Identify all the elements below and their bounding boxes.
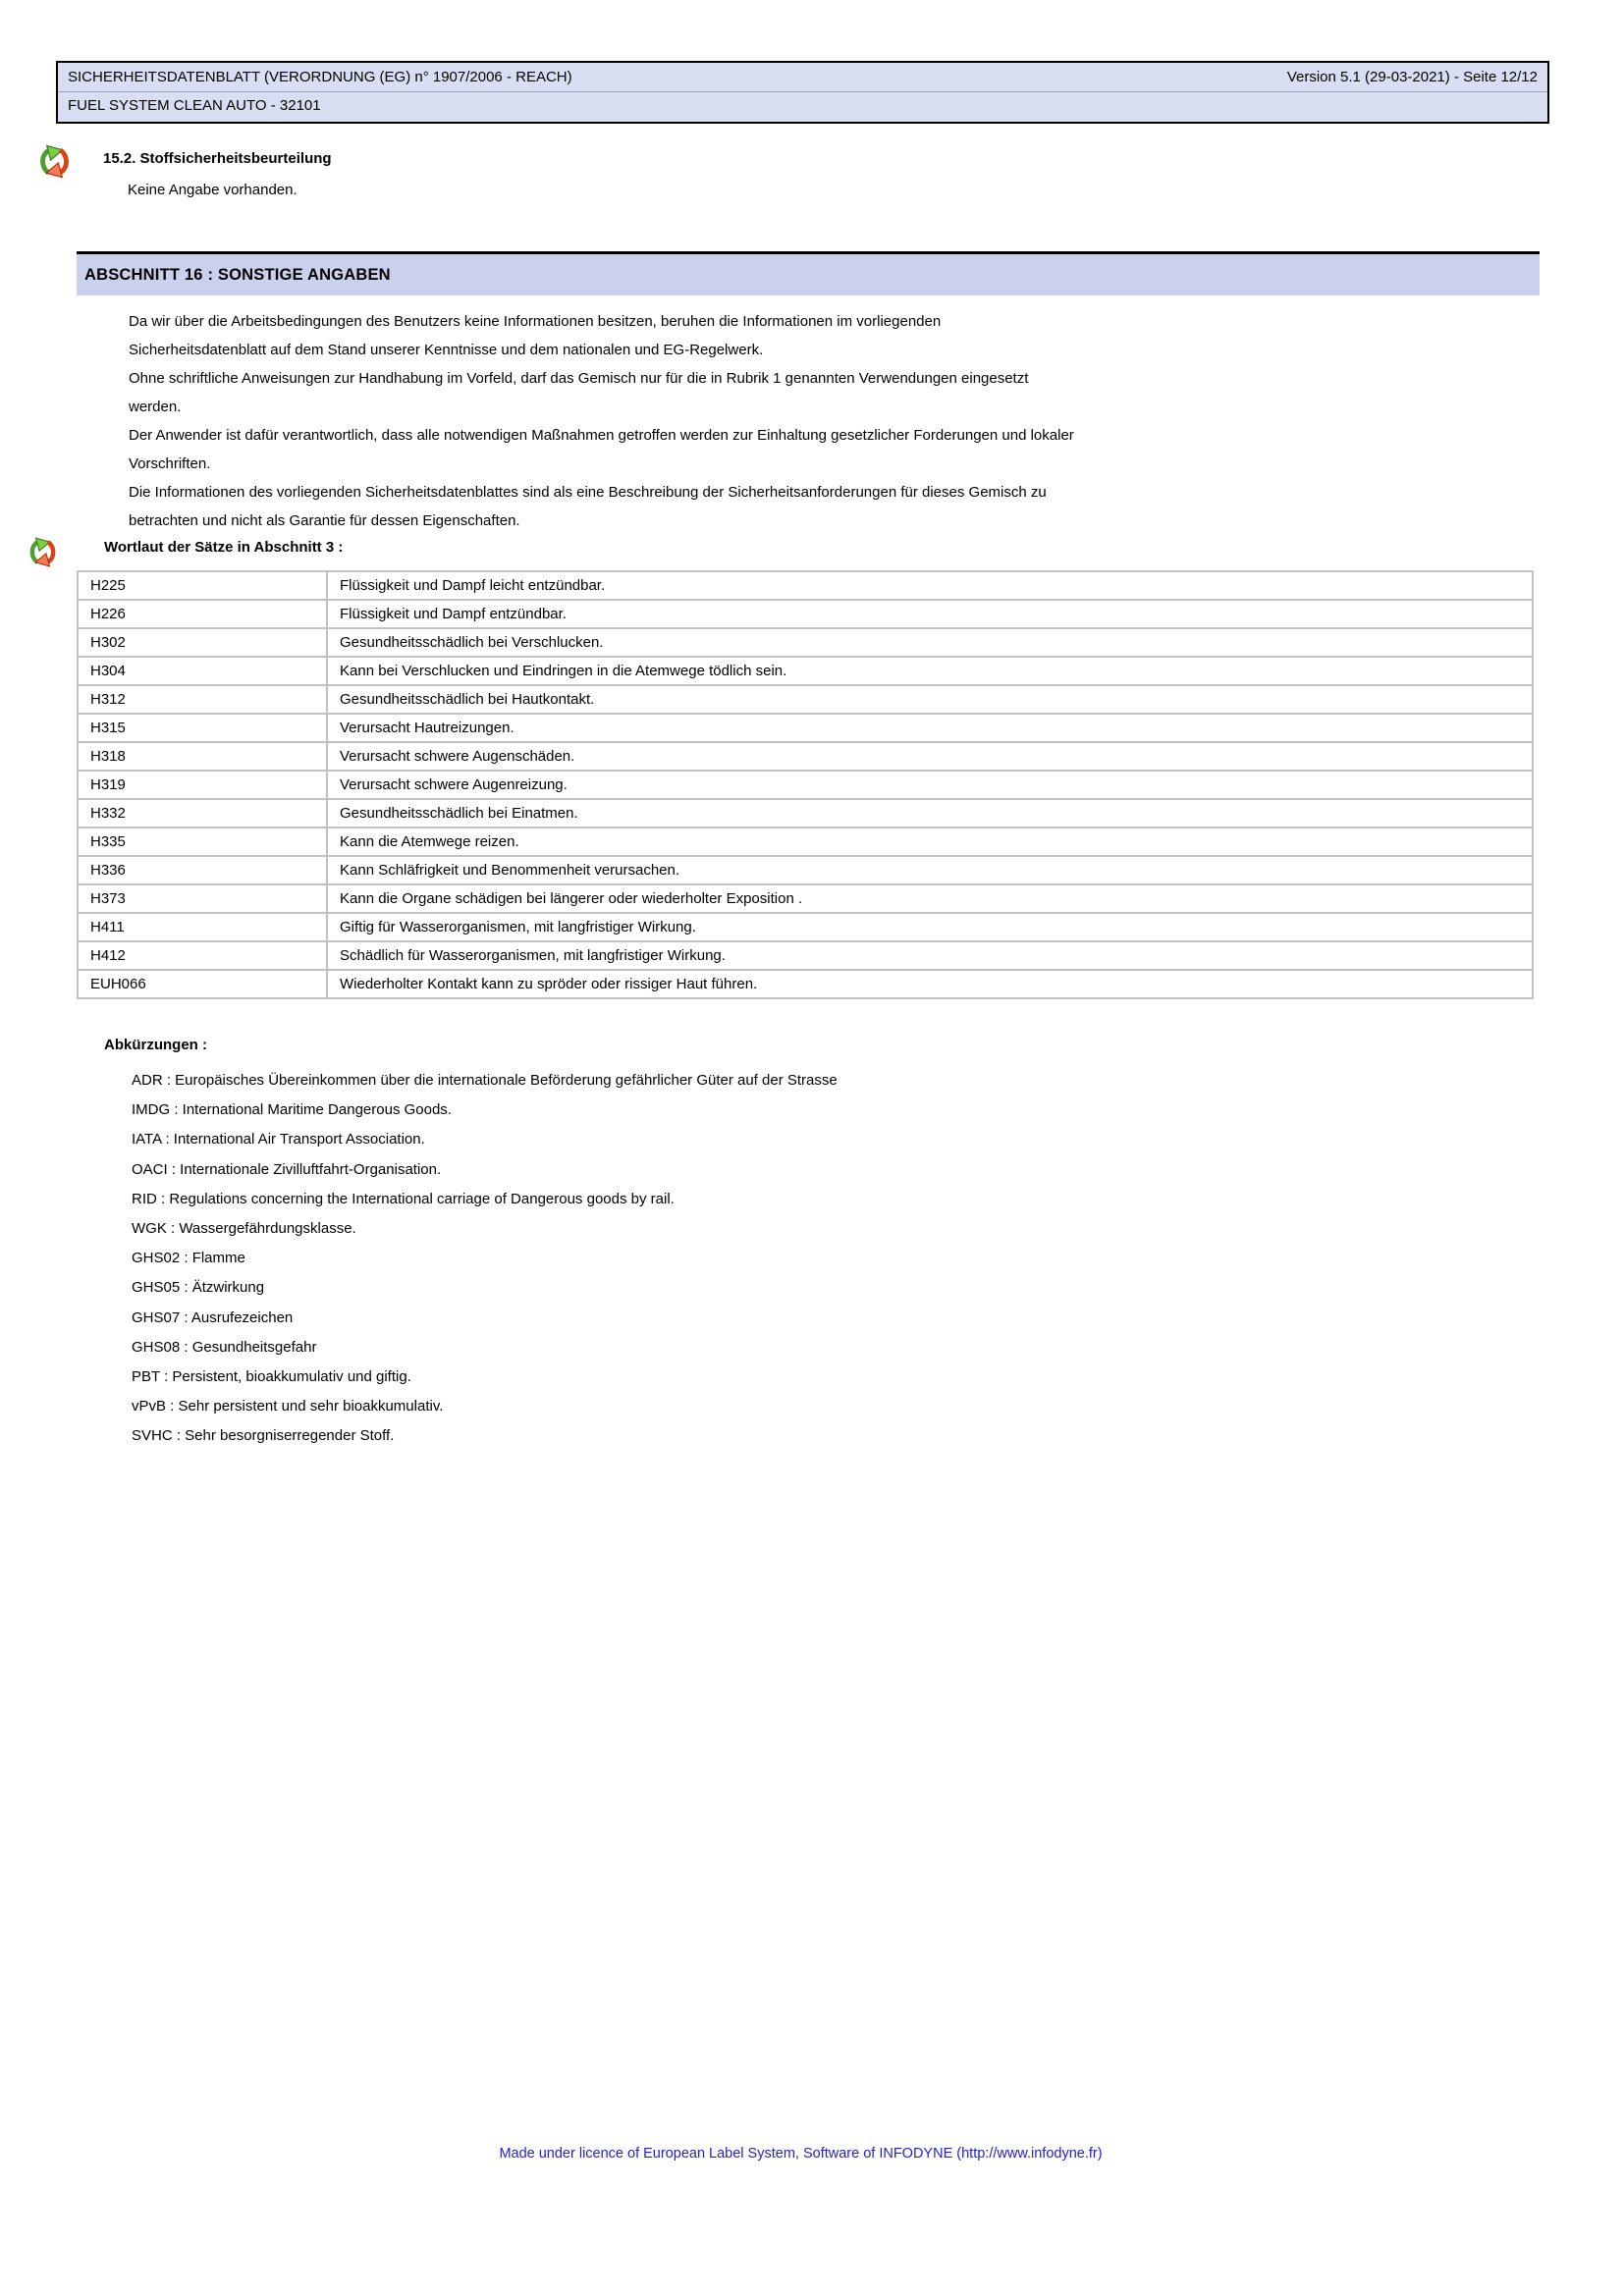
section-16-heading-bar [77, 251, 1540, 295]
list-item: GHS08 : Gesundheitsgefahr [132, 1338, 317, 1356]
phrase-text: Wiederholter Kontakt kann zu spröder oder rissiger Haut führen. [327, 970, 1533, 998]
phrase-code: H302 [78, 628, 327, 657]
list-item: IATA : International Air Transport Association. [132, 1131, 425, 1148]
abbreviations-list [132, 1066, 838, 1452]
phrase-code: H335 [78, 828, 327, 856]
phrase-code: H226 [78, 600, 327, 628]
paragraph-line: Der Anwender ist dafür verantwortlich, dass alle notwendigen Maßnahmen getroffen werden zur Einhaltung gesetzlicher Forderungen und lokaler [129, 427, 1074, 444]
table-row [78, 600, 1533, 628]
phrase-code: H373 [78, 884, 327, 913]
phrase-text: Kann die Organe schädigen bei längerer oder wiederholter Exposition . [327, 884, 1533, 913]
table-row [78, 941, 1533, 970]
recycle-arrows-icon [36, 143, 73, 180]
phrase-code: H332 [78, 799, 327, 828]
phrase-code: H225 [78, 571, 327, 600]
table-row [78, 884, 1533, 913]
phrase-text: Giftig für Wasserorganismen, mit langfristiger Wirkung. [327, 913, 1533, 941]
table-row [78, 628, 1533, 657]
section-16-heading: ABSCHNITT 16 : SONSTIGE ANGABEN [84, 265, 391, 284]
paragraph-line: Ohne schriftliche Anweisungen zur Handhabung im Vorfeld, darf das Gemisch nur für die in Rubrik 1 genannten Verwendungen eingesetzt [129, 370, 1029, 387]
footer-licence-text: Made under licence of European Label System, Software of INFODYNE (http://www.infodyne.fr) [499, 2146, 1103, 2162]
document-header-row1 [58, 63, 1547, 92]
table-row [78, 856, 1533, 884]
table-row [78, 913, 1533, 941]
list-item: vPvB : Sehr persistent und sehr bioakkumulativ. [132, 1398, 444, 1415]
paragraph-line: Die Informationen des vorliegenden Sicherheitsdatenblattes sind als eine Beschreibung der Sicherheitsanforderungen für dieses Gemisch zu [129, 484, 1047, 501]
table-row [78, 571, 1533, 600]
phrase-code: H319 [78, 771, 327, 799]
phrase-text: Verursacht schwere Augenreizung. [327, 771, 1533, 799]
phrase-code: H411 [78, 913, 327, 941]
phrase-code: H312 [78, 685, 327, 714]
phrase-text: Kann bei Verschlucken und Eindringen in die Atemwege tödlich sein. [327, 657, 1533, 685]
list-item: SVHC : Sehr besorgniserregender Stoff. [132, 1427, 395, 1445]
phrase-text: Kann Schläfrigkeit und Benommenheit verursachen. [327, 856, 1533, 884]
abbreviations-heading: Abkürzungen : [104, 1037, 207, 1053]
hazard-phrases-table [77, 570, 1534, 999]
list-item: WGK : Wassergefährdungsklasse. [132, 1220, 356, 1238]
version-page-info: Version 5.1 (29-03-2021) - Seite 12/12 [1286, 69, 1538, 85]
list-item: ADR : Europäisches Übereinkommen über die internationale Beförderung gefährlicher Güter auf der Strasse [132, 1072, 838, 1089]
phrase-code: H315 [78, 714, 327, 742]
phrase-code: H412 [78, 941, 327, 970]
phrase-code: H318 [78, 742, 327, 771]
paragraph-line: Vorschriften. [129, 455, 211, 472]
list-item: OACI : Internationale Zivilluftfahrt-Organisation. [132, 1160, 442, 1178]
table-row [78, 657, 1533, 685]
list-item: GHS05 : Ätzwirkung [132, 1279, 265, 1297]
section-16-paragraphs [129, 307, 1543, 535]
phrase-text: Flüssigkeit und Dampf leicht entzündbar. [327, 571, 1533, 600]
section-15-2-body: Keine Angabe vorhanden. [128, 182, 298, 198]
phrase-text: Verursacht Hautreizungen. [327, 714, 1533, 742]
phrase-text: Gesundheitsschädlich bei Hautkontakt. [327, 685, 1533, 714]
table-row [78, 742, 1533, 771]
phrases-heading: Wortlaut der Sätze in Abschnitt 3 : [104, 539, 344, 556]
phrase-text: Kann die Atemwege reizen. [327, 828, 1533, 856]
phrase-text: Flüssigkeit und Dampf entzündbar. [327, 600, 1533, 628]
list-item: GHS07 : Ausrufezeichen [132, 1308, 294, 1326]
paragraph-line: Da wir über die Arbeitsbedingungen des Benutzers keine Informationen besitzen, beruhen die Informationen im vorliegenden [129, 313, 942, 330]
phrase-code: EUH066 [78, 970, 327, 998]
table-row [78, 799, 1533, 828]
product-name: FUEL SYSTEM CLEAN AUTO - 32101 [68, 97, 321, 114]
document-title: SICHERHEITSDATENBLATT (VERORDNUNG (EG) n° 1907/2006 - REACH) [68, 69, 572, 85]
phrase-text: Gesundheitsschädlich bei Verschlucken. [327, 628, 1533, 657]
list-item: IMDG : International Maritime Dangerous Goods. [132, 1101, 452, 1119]
list-item: GHS02 : Flamme [132, 1250, 245, 1267]
table-row [78, 714, 1533, 742]
list-item: PBT : Persistent, bioakkumulativ und giftig. [132, 1368, 411, 1386]
paragraph-line: Sicherheitsdatenblatt auf dem Stand unserer Kenntnisse und dem nationalen und EG-Regelwerk. [129, 342, 764, 358]
phrase-text: Gesundheitsschädlich bei Einatmen. [327, 799, 1533, 828]
table-row [78, 828, 1533, 856]
table-row [78, 970, 1533, 998]
table-row [78, 771, 1533, 799]
paragraph-line: betrachten und nicht als Garantie für dessen Eigenschaften. [129, 512, 520, 529]
list-item: RID : Regulations concerning the International carriage of Dangerous goods by rail. [132, 1190, 675, 1207]
recycle-arrows-icon [27, 536, 59, 568]
document-header [56, 61, 1549, 124]
section-15-2-heading: 15.2. Stoffsicherheitsbeurteilung [103, 150, 332, 167]
paragraph-line: werden. [129, 399, 182, 415]
phrase-text: Schädlich für Wasserorganismen, mit langfristiger Wirkung. [327, 941, 1533, 970]
phrase-code: H304 [78, 657, 327, 685]
table-row [78, 685, 1533, 714]
phrase-code: H336 [78, 856, 327, 884]
phrase-text: Verursacht schwere Augenschäden. [327, 742, 1533, 771]
